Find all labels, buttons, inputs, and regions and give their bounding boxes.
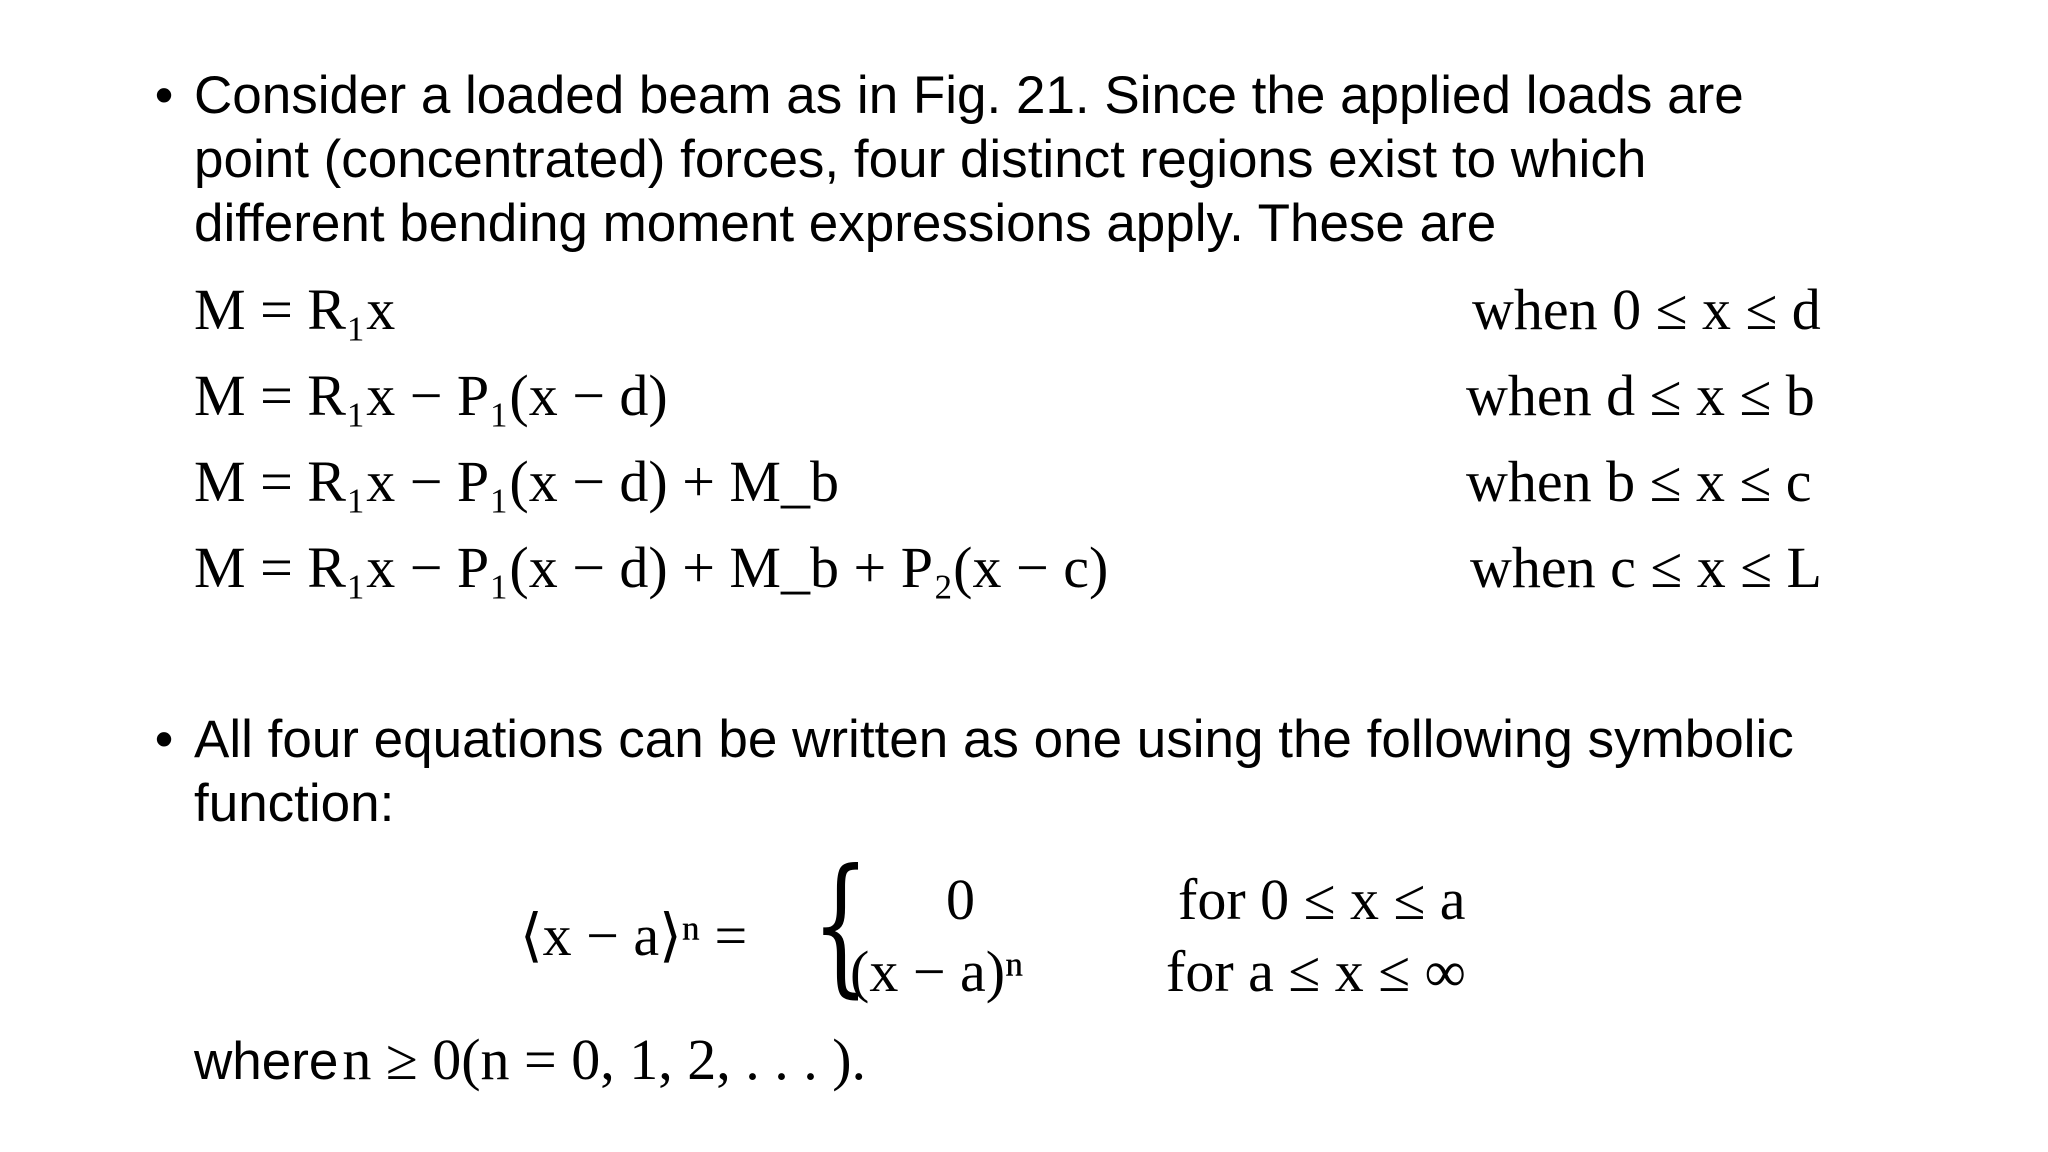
paragraph-line: Consider a loaded beam as in Fig. 21. Since the applied loads are xyxy=(194,66,1744,125)
piecewise-case1-value: 0 xyxy=(946,867,975,932)
bullet-paragraph-1 xyxy=(194,64,1914,256)
equation-condition: when b ≤ x ≤ c xyxy=(1466,449,1812,514)
equation-row xyxy=(194,278,1914,358)
where-label: where xyxy=(194,1032,339,1091)
where-math: n ≥ 0(n = 0, 1, 2, . . . ). xyxy=(342,1027,867,1092)
equation-row xyxy=(194,364,1914,444)
equation-condition: when c ≤ x ≤ L xyxy=(1470,535,1822,600)
paragraph-line: function: xyxy=(194,774,395,833)
paragraph-line: All four equations can be written as one using the following symbolic xyxy=(194,710,1794,769)
paragraph-line: different bending moment expressions apply. These are xyxy=(194,194,1497,253)
equation-condition: when 0 ≤ x ≤ d xyxy=(1472,277,1821,342)
bullet-marker: • xyxy=(154,66,174,125)
piecewise-case2-condition: for a ≤ x ≤ ∞ xyxy=(1166,939,1466,1004)
piecewise-brace: { xyxy=(812,838,870,1012)
where-clause xyxy=(194,1028,866,1094)
equation-row xyxy=(194,450,1914,530)
piecewise-case1-condition: for 0 ≤ x ≤ a xyxy=(1178,867,1466,932)
bullet-paragraph-2 xyxy=(194,708,1914,836)
equation-expression: M = R₁x xyxy=(194,277,396,342)
piecewise-case2-value: (x − a)ⁿ xyxy=(850,939,1024,1004)
piecewise-lhs: ⟨x − a⟩ⁿ = xyxy=(520,903,748,968)
equation-expression: M = R₁x − P₁(x − d) + M_b + P₂(x − c) xyxy=(194,535,1109,600)
equation-expression: M = R₁x − P₁(x − d) + M_b xyxy=(194,449,839,514)
equation-condition: when d ≤ x ≤ b xyxy=(1466,363,1815,428)
paragraph-line: point (concentrated) forces, four distinct regions exist to which xyxy=(194,130,1647,189)
bullet-marker: • xyxy=(154,710,174,769)
equation-row xyxy=(194,536,1914,616)
equation-expression: M = R₁x − P₁(x − d) xyxy=(194,363,668,428)
